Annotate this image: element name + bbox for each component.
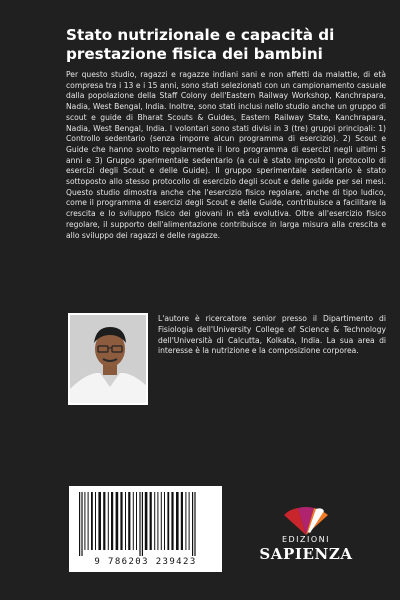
barcode-bar <box>189 492 190 550</box>
barcode-bar <box>139 492 140 556</box>
barcode-bar <box>103 492 105 550</box>
publisher-name: SAPIENZA <box>259 545 353 563</box>
isbn-number: 9 786203 239423 <box>94 557 197 567</box>
barcode-bar <box>128 492 130 550</box>
barcode-bar <box>171 492 173 550</box>
barcode-bar <box>154 492 155 550</box>
book-abstract: Per questo studio, ragazzi e ragazze indiani sani e non affetti da malattie, di età compresa tra i 13 e i 15 anni, sono stati selezionati con un campionamento casuale dalla popolazione della Staff Colony dell'Eastern Railway Workshop, Kanchrapara, Nadia, West Bengal, India. Inoltre, sono stati inclusi nello studio anche un gruppo di scout e guide di Bharat Scouts & Guides, Eastern Railway State, Kanchrapara, Nadia, West Bengal, India. I volontari sono stati divisi in 3 (tre) gruppi principali: 1) Controllo sedentario (senza imporre alcun programma di esercizio). 2) Scout e Guide che hanno svolto regolarmente il loro programma di esercizi negli ultimi 5 anni e 3) Gruppo sperimentale sedentario (a cui è stato imposto il protocollo di esercizi degli Scout e delle Guide). Il gruppo sperimentale sedentario è stato sottoposto allo stesso protocollo di esercizio degli scout e delle guide per sei mesi. Questo studio dimostra anche che l'esercizio fisico regolare, anche di tipo ludico, come il programma di esercizi degli Scout e delle Guide, contribuisce a facilitare la crescita e lo sviluppo fisico dei giovani in età evolutiva. Oltre all'esercizio fisico regolare, il supporto dell'alimentazione contribuisce in larga misura alla crescita e allo sviluppo dei ragazzi e delle ragazze. <box>66 70 386 240</box>
barcode-bar <box>194 492 195 556</box>
barcode-bar <box>136 492 137 550</box>
barcode-bar <box>181 492 183 550</box>
author-bio: L'autore è ricercatore senior presso il Dipartimento di Fisiologia dell'University College of Science & Technology dell'Università di Calcutta, Kolkata, India. La sua area di interesse è la nutrizione e la composizione corporea. <box>158 314 386 356</box>
barcode-bar <box>91 492 93 550</box>
barcode-bar <box>120 492 122 550</box>
barcode-bar <box>150 492 152 550</box>
author-portrait-image <box>70 315 148 405</box>
barcode-bar <box>145 492 148 550</box>
publisher-subtitle: EDIZIONI <box>281 535 331 544</box>
barcode-bar <box>192 492 193 556</box>
isbn-barcode <box>69 486 222 572</box>
book-title: Stato nutrizionale e capacità di prestazione fisica dei bambini <box>66 26 335 63</box>
barcode-bar <box>116 492 119 550</box>
author-photo <box>68 313 148 405</box>
barcode-bar <box>185 492 186 550</box>
barcode-bar <box>81 492 82 556</box>
barcode-bar <box>84 492 85 550</box>
barcode-bar <box>176 492 179 550</box>
barcode-bar <box>98 492 101 550</box>
barcode-bar <box>95 492 96 550</box>
barcode-bar <box>157 492 158 550</box>
barcode-bars <box>69 486 222 558</box>
barcode-bar <box>108 492 109 550</box>
barcode-bar <box>125 492 126 550</box>
barcode-bar <box>161 492 162 550</box>
barcode-bar <box>164 492 165 550</box>
barcode-bar <box>133 492 134 550</box>
barcode-bar <box>79 492 80 556</box>
barcode-bar <box>111 492 113 550</box>
barcode-bar <box>167 492 169 550</box>
barcode-bar <box>142 492 143 556</box>
barcode-bar <box>88 492 89 550</box>
